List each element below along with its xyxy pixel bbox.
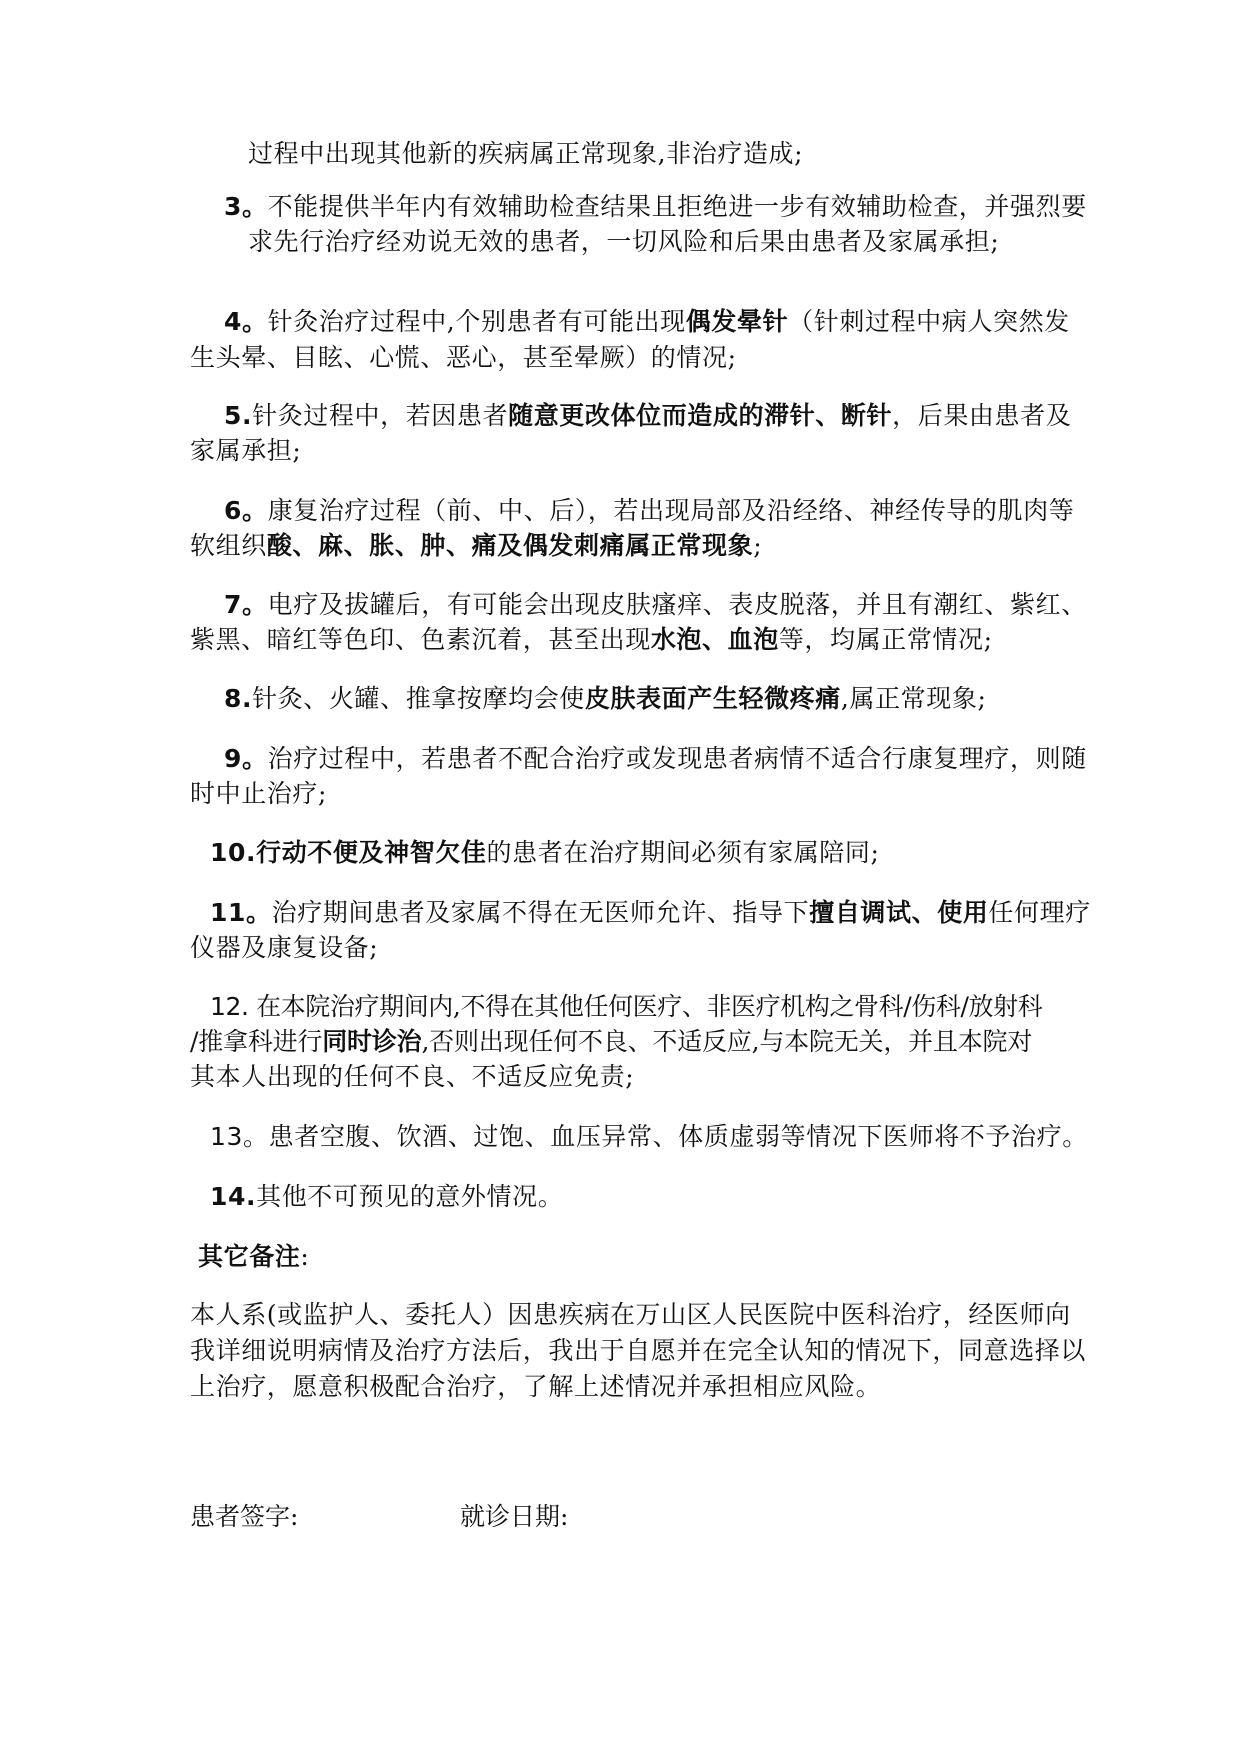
item-6-line-2: 软组织酸、麻、胀、肿、痛及偶发刺痛属正常现象; (190, 531, 763, 560)
item-12-line-2: /推拿科进行同时诊治,否则出现任何不良、不适反应,与本院无关，并且本院对 (190, 1027, 1033, 1056)
item-7: 7。电疗及拔罐后，有可能会出现皮肤瘙痒、表皮脱落，并且有潮红、紫红、 (224, 590, 1087, 619)
consent-line-3: 上治疗，愿意积极配合治疗，了解上述情况并承担相应风险。 (190, 1372, 882, 1401)
item-5: 5.针灸过程中，若因患者随意更改体位而造成的滞针、断针，后果由患者及 (224, 401, 1072, 430)
item-12: 12. 在本院治疗期间内,不得在其他任何医疗、非医疗机构之骨科/伤科/放射科 (210, 992, 1043, 1021)
item-9: 9。治疗过程中，若患者不配合治疗或发现患者病情不适合行康复理疗，则随 (224, 744, 1087, 773)
item-11: 11。治疗期间患者及家属不得在无医师允许、指导下擅自调试、使用任何理疗 (210, 898, 1091, 927)
item-6: 6。康复治疗过程（前、中、后），若出现局部及沿经络、神经传导的肌肉等 (224, 496, 1075, 525)
item-9-line-2: 时中止治疗; (190, 779, 328, 808)
visit-date-label: 就诊日期: (460, 1502, 569, 1531)
item-5-line-2: 家属承担; (190, 436, 302, 465)
item-8: 8.针灸、火罐、推拿按摩均会使皮肤表面产生轻微疼痛,属正常现象; (224, 684, 987, 713)
consent-line-2: 我详细说明病情及治疗方法后，我出于自愿并在完全认知的情况下，同意选择以 (190, 1336, 1087, 1365)
item-continuation: 过程中出现其他新的疾病属正常现象,非治疗造成; (248, 139, 804, 168)
item-10: 10.行动不便及神智欠佳的患者在治疗期间必须有家属陪同; (210, 838, 880, 867)
item-4: 4。针灸治疗过程中,个别患者有可能出现偶发晕针（针刺过程中病人突然发 (224, 307, 1070, 336)
item-3-line-2: 求先行治疗经劝说无效的患者，一切风险和后果由患者及家属承担; (248, 227, 1000, 256)
patient-signature-label: 患者签字: (190, 1502, 299, 1531)
remarks-heading: 其它备注: (198, 1242, 310, 1271)
item-11-line-2: 仪器及康复设备; (190, 933, 379, 962)
consent-line-1: 本人系(或监护人、委托人）因患疾病在万山区人民医院中医科治疗，经医师向 (190, 1300, 1071, 1329)
item-13: 13。患者空腹、饮酒、过饱、血压异常、体质虚弱等情况下医师将不予治疗。 (210, 1122, 1088, 1151)
item-3: 3。不能提供半年内有效辅助检查结果且拒绝进一步有效辅助检查，并强烈要 (224, 192, 1087, 221)
item-4-line-2: 生头晕、目眩、心慌、恶心，甚至晕厥）的情况; (190, 343, 737, 372)
item-12-line-3: 其本人出现的任何不良、不适反应免责; (190, 1062, 635, 1091)
item-14: 14.其他不可预见的意外情况。 (210, 1182, 564, 1211)
item-7-line-2: 紫黑、暗红等色印、色素沉着，甚至出现水泡、血泡等，均属正常情况; (190, 625, 993, 654)
